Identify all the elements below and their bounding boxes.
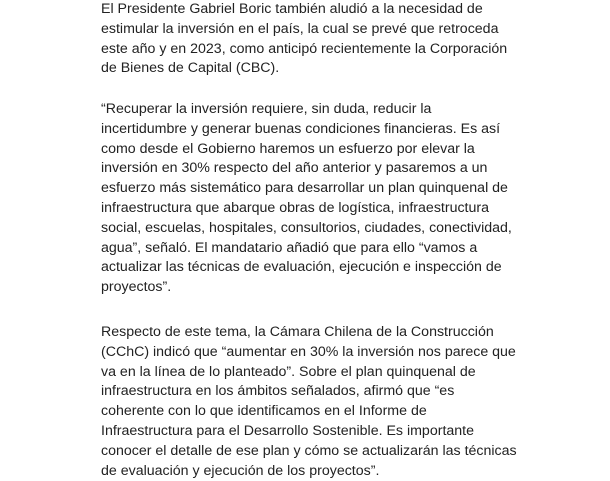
text-line: actualizar las técnicas de evaluación, ejecución e inspección de [101, 259, 502, 276]
text-line: “Recuperar la inversión requiere, sin duda, reducir la [101, 101, 432, 117]
paragraph-boric-investment [101, 0, 507, 79]
text-line: esfuerzo más sistemático para desarrollar un plan quinquenal de [101, 180, 508, 197]
text-line: incertidumbre y generar buenas condiciones financieras. Es así [101, 120, 501, 137]
text-line: infraestructura en los ámbitos señalados, afirmó que “es [101, 383, 455, 400]
text-line: Infraestructura para el Desarrollo Sostenible. Es importante [101, 422, 474, 439]
paragraph-cchc [101, 323, 517, 481]
text-line: conocer el detalle de ese plan y cómo se actualizarán las técnicas [101, 442, 517, 459]
text-line: como desde el Gobierno haremos un esfuerzo por elevar la [101, 140, 475, 157]
text-line: estimular la inversión en el país, la cual se prevé que retroceda [101, 20, 499, 37]
text-line: inversión en 30% respecto del año anterior y pasaremos a un [101, 160, 488, 177]
text-line: va en la línea de lo planteado”. Sobre el plan quinquenal de [101, 363, 476, 380]
text-line: de Bienes de Capital (CBC). [101, 60, 280, 77]
text-line: infraestructura que abarque obras de logística, infraestructura [101, 199, 490, 216]
text-line: este año y en 2023, como anticipó recientemente la Corporación [101, 40, 508, 57]
text-line: social, escuelas, hospitales, consultorios, ciudades, conectividad, [101, 219, 512, 236]
text-line: de evaluación y ejecución de los proyectos”. [101, 462, 380, 479]
text-line: El Presidente Gabriel Boric también aludió a la necesidad de [101, 1, 483, 17]
text-line: (CChC) indicó que “aumentar en 30% la inversión nos parece que [101, 343, 516, 360]
text-line: coherente con lo que identificamos en el Informe de [101, 403, 427, 420]
text-line: proyectos”. [101, 279, 172, 296]
text-line: Respecto de este tema, la Cámara Chilena de la Construcción [101, 324, 494, 340]
paragraph-quote [101, 100, 512, 298]
text-line: agua”, señaló. El mandatario añadió que para ello “vamos a [101, 239, 478, 256]
